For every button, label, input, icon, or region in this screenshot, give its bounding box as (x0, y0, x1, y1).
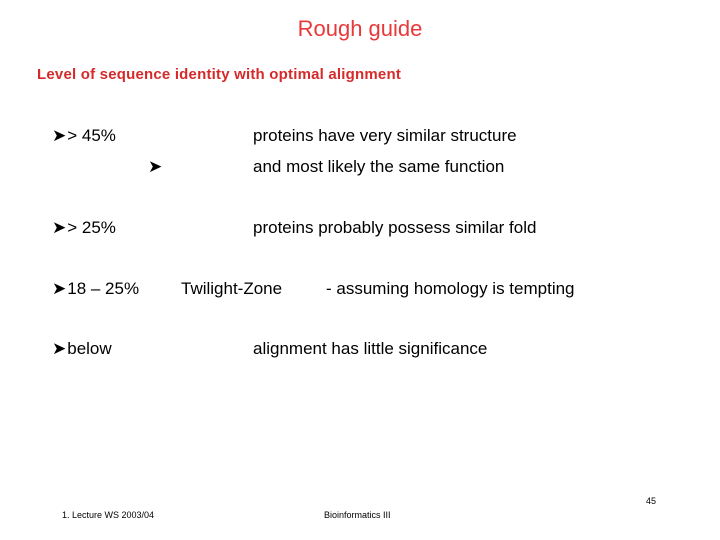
bullet-item (52, 279, 139, 299)
arrow-bullet-icon: ➤ (52, 218, 67, 237)
bullet-item (52, 126, 116, 146)
bullet-item (148, 157, 163, 177)
bullet-description: proteins have very similar structure (253, 126, 517, 145)
bullet-description: alignment has little significance (253, 339, 488, 358)
footer-course: Bioinformatics III (324, 510, 391, 520)
footer-lecture: 1. Lecture WS 2003/04 (62, 510, 155, 520)
bullet-label: > 25% (67, 218, 116, 237)
bullet-description: proteins probably possess similar fold (253, 218, 537, 237)
bullet-label: > 45% (67, 126, 116, 145)
twilight-zone-note: - assuming homology is tempting (326, 279, 575, 298)
twilight-zone-label: Twilight-Zone (181, 279, 283, 298)
bullet-item (52, 218, 116, 238)
bullet-item (52, 339, 112, 359)
bullet-description: and most likely the same function (253, 157, 505, 176)
arrow-bullet-icon: ➤ (52, 339, 67, 358)
bullet-label: 18 – 25% (67, 279, 140, 298)
slide-subtitle: Level of sequence identity with optimal alignment (37, 66, 402, 83)
arrow-bullet-icon: ➤ (52, 126, 67, 145)
slide-title: Rough guide (297, 16, 423, 41)
arrow-bullet-icon: ➤ (52, 279, 67, 298)
arrow-bullet-icon: ➤ (148, 157, 163, 176)
bullet-label: below (67, 339, 112, 358)
page-number: 45 (646, 496, 657, 506)
